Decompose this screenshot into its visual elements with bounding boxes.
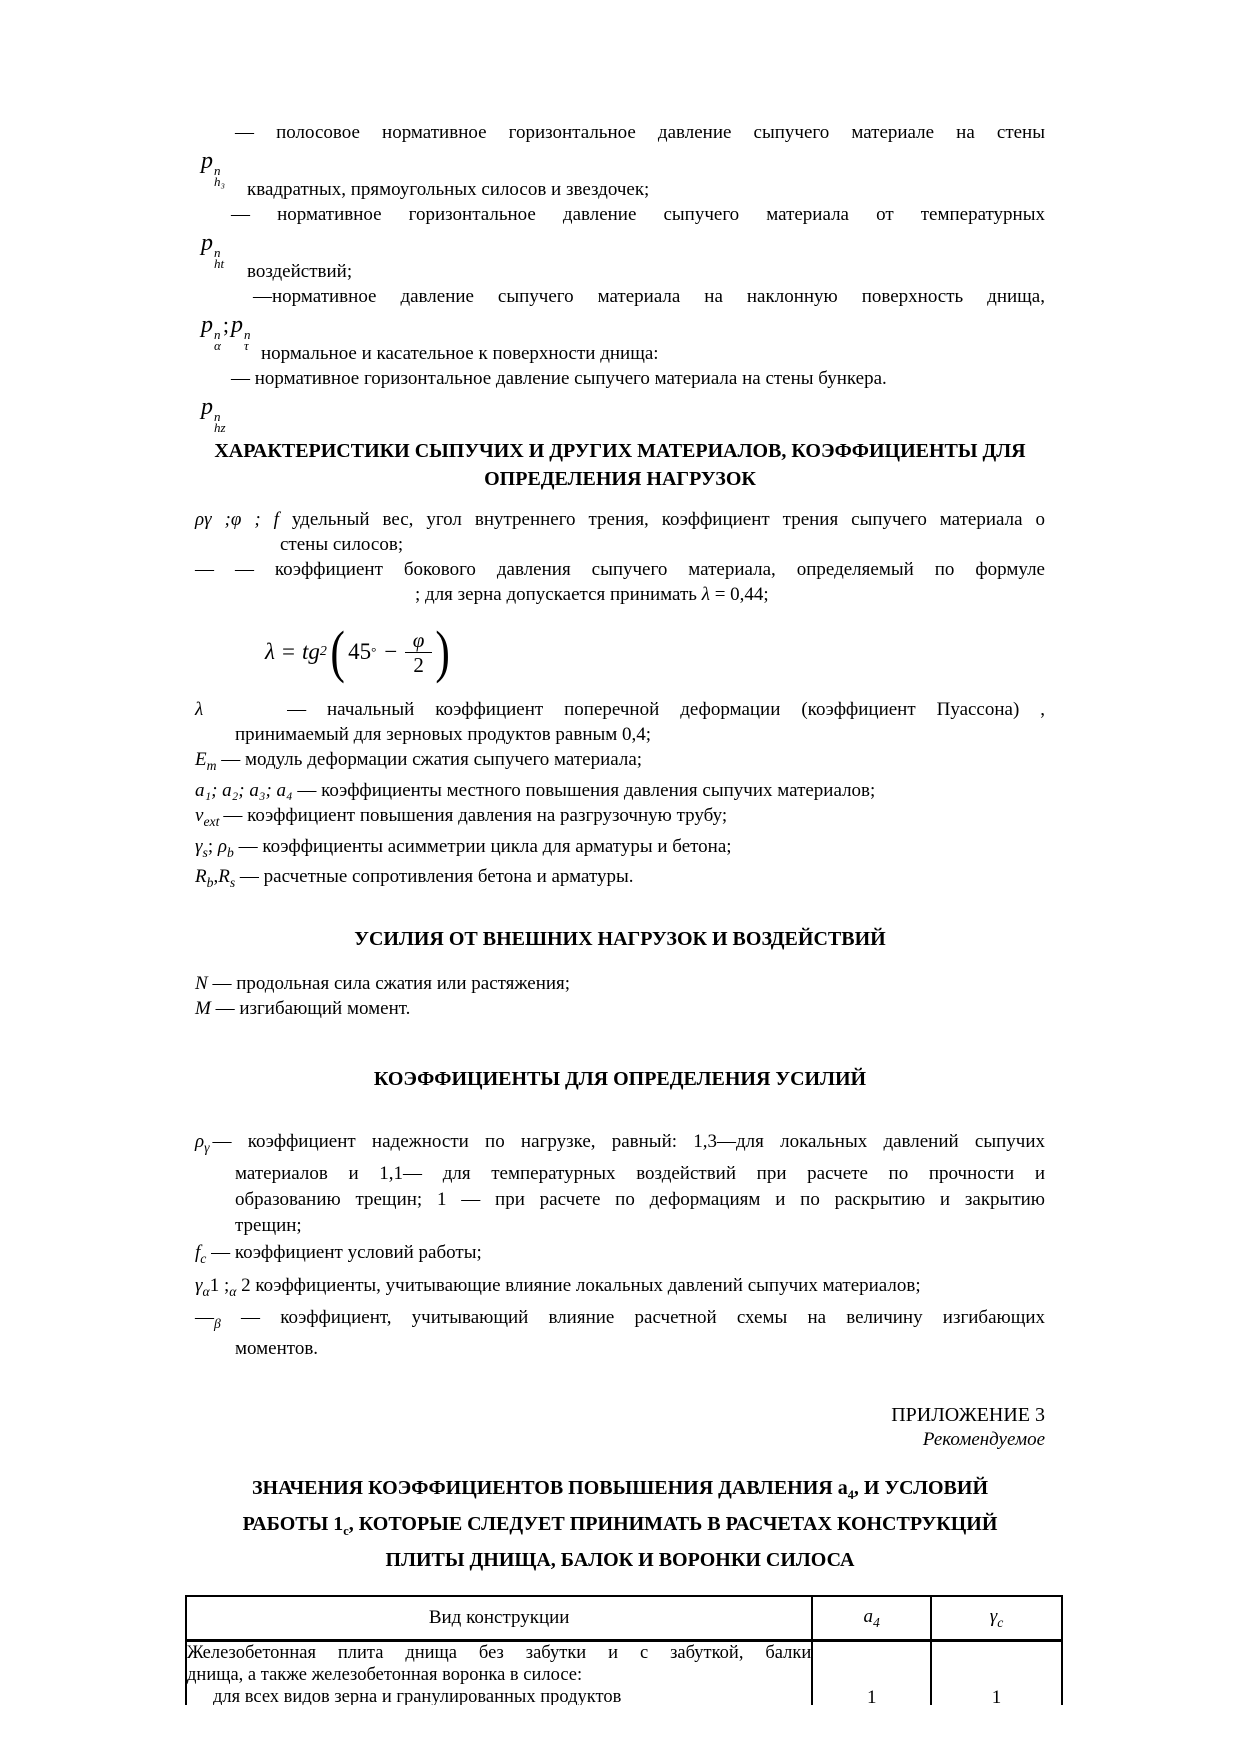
symbol-a1-a4: a₁; a₂; a₃; a₄	[195, 779, 293, 801]
symbol-sup: n	[243, 327, 251, 342]
intro-item2-definition: — нормативное горизонтальное давление сыпучего материала от температурных	[231, 204, 1045, 225]
formula-function: tg	[301, 639, 320, 664]
def-lateral-pressure-continuation: ; для зерна допускается принимать λ = 0,44;	[415, 584, 769, 605]
def-n-force: N — продольная сила сжатия или растяжения;	[195, 973, 571, 995]
symbol-p-h3: p n h₃	[201, 148, 226, 189]
def-a-coefficients: a₁; a₂; a₃; a₄ — коэффициенты местного повышения давления сыпучих материалов;	[195, 779, 876, 801]
cell-construction-type: Железобетонная плита днища без забутки и с забуткой, балки днища, а также железобетонная воронка в силосе: для всех видов зерна и гранулированных продуктов	[186, 1641, 812, 1706]
def-density-friction: ργ ;φ ; f удельный вес, угол внутреннего трения, коэффициент трения сыпучего материала о	[195, 509, 1045, 530]
formula-equals: =	[281, 639, 295, 664]
def-lateral-pressure: — — коэффициент бокового давления сыпучего материала, определяемый по формуле	[195, 559, 1045, 580]
def-density-friction-continuation: стены силосов;	[280, 534, 404, 555]
lambda-formula	[265, 615, 1045, 689]
symbol-sup: n	[214, 327, 221, 342]
document-content	[187, 0, 1046, 1706]
degree-symbol: °	[371, 644, 377, 659]
table-row	[186, 1641, 1062, 1706]
table-header-row	[186, 1596, 1062, 1641]
symbol-sub: τ	[243, 338, 249, 353]
formula-left-paren: (	[330, 619, 345, 684]
def-em: $E_m$ — модуль деформации сжатия сыпучего материала;	[195, 749, 643, 773]
symbol-sub: h₃	[214, 174, 226, 189]
symbol-sup: n	[214, 409, 221, 424]
table-header-gamma-c: $\gamma_c$	[931, 1596, 1062, 1641]
appendix-title-line3: ПЛИТЫ ДНИЩА, БАЛОК И ВОРОНКИ СИЛОСА	[385, 1549, 855, 1572]
formula-angle: 45	[348, 639, 372, 664]
symbol-sub: α	[214, 338, 221, 353]
def-rho-gamma-line4: трещин;	[235, 1214, 302, 1236]
symbol-sub: hz	[214, 420, 226, 435]
symbol-p-alpha-p-tau: p n α ;p n τ	[201, 312, 251, 353]
appendix-title-line1: ЗНАЧЕНИЯ КОЭФФИЦИЕНТОВ ПОВЫШЕНИЯ ДАВЛЕНИЯ $a_4$, И УСЛОВИЙ	[251, 1477, 989, 1503]
table-header-a4: $a_4$	[812, 1596, 931, 1641]
def-rb-rs: $R_b,R_s$ — расчетные сопротивления бетона и арматуры.	[195, 866, 634, 891]
symbol-sup: n	[214, 245, 221, 260]
def-beta: $—_\beta$ — коэффициент, учитывающий влияние расчетной схемы на величину изгибающих	[195, 1306, 1046, 1331]
def-gamma-alpha: $\gamma_\alpha 1$ $;_\alpha$ 2 коэффициенты, учитывающие влияние локальных давлений сыпучих материалов;	[195, 1274, 921, 1299]
def-nu-ext: $\nu_{ext}$ — коэффициент повышения давления на разгрузочную трубу;	[195, 804, 728, 829]
symbol-rho-gamma-phi-f: ργ ;φ ; f	[195, 509, 279, 530]
def-lambda: λ — начальный коэффициент поперечной деформации (коэффициент Пуассона) ,	[195, 699, 1046, 720]
intro-item4-definition: — нормативное горизонтальное давление сыпучего материала на стены бункера.	[231, 368, 887, 389]
def-rho-gamma-line3: образованию трещин; 1 — при расчете по деформациям и по раскрытию и закрытию	[235, 1188, 1045, 1210]
def-gamma-s-rho-b: $\gamma_s$; $\rho_b$ — коэффициенты асимметрии цикла для арматуры и бетона;	[195, 835, 732, 860]
cell-gamma-c-value: 1	[931, 1641, 1062, 1706]
appendix-label: ПРИЛОЖЕНИЕ 3	[891, 1404, 1045, 1427]
section-heading-coefficients: КОЭФФИЦИЕНТЫ ДЛЯ ОПРЕДЕЛЕНИЯ УСИЛИЙ	[373, 1068, 867, 1091]
symbol-lambda: λ	[701, 584, 710, 605]
intro-item3-definition: —нормативное давление сыпучего материала на наклонную поверхность днища,	[253, 286, 1045, 307]
coefficients-table	[185, 1595, 1063, 1705]
symbol-p-hz: p n hz	[201, 394, 226, 435]
coefficients-table-container	[185, 1595, 1065, 1705]
table-header-construction-type: Вид конструкции	[186, 1596, 812, 1641]
formula-fraction	[405, 629, 432, 676]
intro-item1-definition: — полосовое нормативное горизонтальное давление сыпучего материале на стены	[235, 122, 1045, 143]
fraction-denominator: 2	[405, 652, 432, 676]
def-m-moment: M — изгибающий момент.	[195, 998, 411, 1020]
def-rho-gamma: $\rho_\gamma$ — коэффициент надежности по нагрузке, равный: 1,3—для локальных давлений сыпучих	[195, 1131, 1045, 1155]
symbol-lambda: λ	[195, 699, 204, 720]
intro-item3-continuation: нормальное и касательное к поверхности днища:	[261, 343, 659, 364]
intro-item1-continuation: квадратных, прямоугольных силосов и звездочек;	[247, 179, 650, 200]
def-fc: $f_c$ — коэффициент условий работы;	[195, 1241, 482, 1266]
appendix-note: Рекомендуемое	[922, 1429, 1045, 1451]
appendix-title	[195, 1474, 1045, 1575]
symbol-sub: ht	[214, 256, 225, 271]
symbol-p-ht: p n ht	[201, 230, 225, 271]
cell-a4-value: 1	[812, 1641, 931, 1706]
section-heading-forces: УСИЛИЯ ОТ ВНЕШНИХ НАГРУЗОК И ВОЗДЕЙСТВИЙ	[354, 928, 886, 951]
formula-power: 2	[319, 644, 327, 659]
formula-minus: −	[384, 639, 398, 664]
def-beta-continuation: моментов.	[235, 1338, 319, 1360]
fraction-numerator: φ	[412, 627, 425, 652]
formula-right-paren: )	[435, 619, 450, 684]
def-lambda-continuation: принимаемый для зерновых продуктов равным 0,4;	[235, 724, 652, 745]
formula-lhs: λ	[265, 639, 275, 664]
intro-item2-continuation: воздействий;	[247, 261, 353, 282]
symbol-separator: ;	[222, 312, 229, 337]
symbol-sup: n	[214, 163, 221, 178]
section-heading-characteristics: ХАРАКТЕРИСТИКИ СЫПУЧИХ И ДРУГИХ МАТЕРИАЛОВ, КОЭФФИЦИЕНТЫ ДЛЯ ОПРЕДЕЛЕНИЯ НАГРУЗОК	[214, 440, 1026, 490]
appendix-title-line2: РАБОТЫ $1_с$, КОТОРЫЕ СЛЕДУЕТ ПРИНИМАТЬ В РАСЧЕТАХ КОНСТРУКЦИЙ	[242, 1513, 998, 1539]
def-rho-gamma-line2: материалов и 1,1— для температурных воздействий при расчете по прочности и	[235, 1162, 1045, 1184]
